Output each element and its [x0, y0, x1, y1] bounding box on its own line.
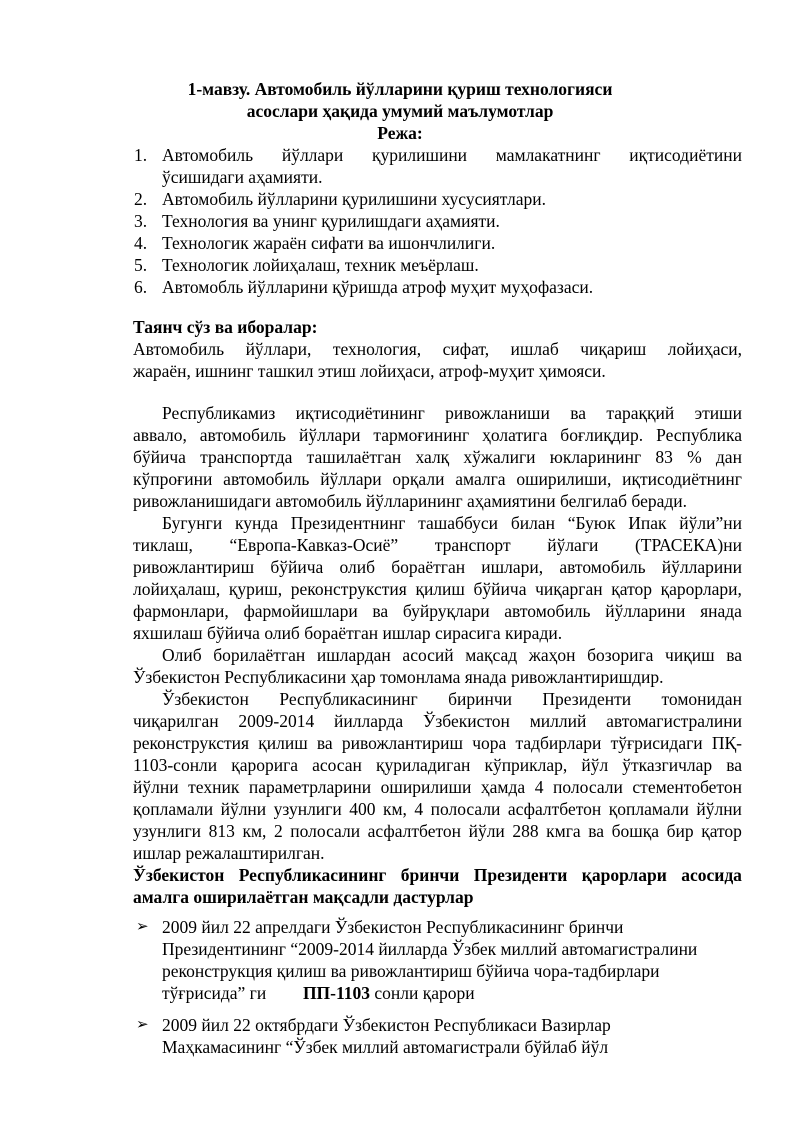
paragraph-line: Бугунги кунда Президентнинг ташаббуси билан “Буюк Ипак йўли”ни: [162, 513, 742, 533]
paragraph-line: чиқарилган 2009-2014 йилларда Ўзбекистон миллий автомагистралини: [133, 711, 742, 731]
paragraph-line: узунлиги 813 км, 2 полосали асфалтбетон йўли 288 кмга ва бошқа бир қатор: [133, 821, 742, 841]
paragraph-line: лойиҳалаш, қуриш, реконструкстия қилиш бўйича чиқарган қатор қарорлари,: [133, 579, 742, 599]
plan-item-4: Технологик жараён сифати ва ишончлилиги.: [162, 233, 496, 253]
paragraph-line: яхшилаш бўйича олиб бораётган ишлар сирасига киради.: [133, 623, 563, 643]
program-item-1-line-4: [162, 982, 475, 1004]
paragraph-line: ривожланишидаги автомобиль йўлларининг аҳамиятини белгилаб беради.: [133, 491, 688, 511]
plan-item-1-line-2: ўсишидаги аҳамияти.: [162, 167, 323, 187]
paragraph-line: Ўзбекистон Республикасининг биринчи Президенти томонидан: [162, 689, 742, 709]
paragraph-line: ривожлантириш бўйича олиб бораётган ишлари, автомобиль йўлларини: [133, 557, 742, 577]
paragraph-line: қопламали йўлни узунлиги 400 км, 4 полосали асфалтбетон қопламали йўлни: [133, 799, 742, 819]
plan-item-3: Технология ва унинг қурилишдаги аҳамияти.: [162, 211, 500, 231]
program-item-2-line-2: Маҳкамасининг “Ўзбек миллий автомагистрали бўйлаб йўл: [162, 1037, 609, 1057]
paragraph-line: кўпроғини автомобиль йўллари орқали амалга оширилиши, иқтисодиётнинг: [133, 469, 742, 489]
paragraph-line: аввало, автомобиль йўллари тармоғининг ҳолатига боғлиқдир. Республика: [133, 425, 742, 445]
arrow-bullet-icon: ➢: [136, 919, 149, 935]
keywords-line-1: Автомобиль йўллари, технология, сифат, ишлаб чиқариш лойиҳаси,: [133, 339, 742, 359]
paragraph-line: Ўзбекистон Республикасини ҳар томонлама янада ривожлантиришдир.: [133, 667, 664, 687]
paragraph-line: реконструкстия қилиш ва ривожлантириш чора тадбирлари тўғрисидаги ПҚ-: [133, 733, 742, 753]
document-title-line-1: 1-мавзу. Автомобиль йўлларини қуриш технологияси: [187, 79, 613, 99]
program-item-1-line-3: реконструкция қилиш ва ривожлантириш бўйича чора-тадбирлари: [162, 961, 660, 981]
program-item-1-line-2: Президентининг “2009-2014 йилларда Ўзбек миллий автомагистралини: [162, 939, 698, 959]
plan-item-number: 5.: [134, 255, 148, 275]
program-item-1-text-c: сонли қарори: [374, 983, 475, 1003]
program-item-1-line-1: 2009 йил 22 апрелдаги Ўзбекистон Республикасининг бринчи: [162, 917, 624, 937]
plan-item-1-line-1: Автомобиль йўллари қурилишини мамлакатнинг иқтисодиётини: [162, 145, 742, 165]
paragraph-line: Республикамиз иқтисодиётининг ривожланиши ва тараққий этиши: [162, 403, 742, 423]
decree-number: ПП-1103: [302, 983, 371, 1003]
document-title-line-2: асослари ҳақида умумий маълумотлар: [246, 101, 554, 121]
paragraph-line: бўйича транспортда ташилаётган халқ хўжалиги юкларининг 83 % дан: [133, 447, 742, 467]
program-item-1-text-a: тўғрисида” ги: [162, 983, 267, 1003]
paragraph-line: 1103-сонли қарорига асосан қуриладиган кўприклар, йўл ўтказгичлар ва: [133, 755, 742, 775]
plan-item-number: 4.: [134, 233, 148, 253]
keywords-heading: Таянч сўз ва иборалар:: [133, 317, 318, 337]
arrow-bullet-icon: ➢: [136, 1017, 149, 1033]
plan-item-number: 1.: [134, 145, 148, 165]
plan-heading: Режа:: [377, 123, 423, 143]
plan-item-5: Технологик лойиҳалаш, техник меъёрлаш.: [162, 255, 479, 275]
paragraph-line: йўлни техник параметрларини оширилиши ҳамда 4 полосали стементобетон: [133, 777, 742, 797]
keywords-line-2: жараён, ишнинг ташкил этиш лойиҳаси, атроф-муҳит ҳимояси.: [133, 361, 606, 381]
plan-item-2: Автомобиль йўлларини қурилишини хусусиятлари.: [162, 189, 546, 209]
plan-item-6: Автомобль йўлларини қўришда атроф муҳит муҳофазаси.: [162, 277, 594, 297]
plan-item-number: 3.: [134, 211, 148, 231]
paragraph-line: Олиб борилаётган ишлардан асосий мақсад жаҳон бозорига чиқиш ва: [162, 645, 742, 665]
paragraph-line: тиклаш, “Европа-Кавказ-Осиё” транспорт йўлаги (ТРАСЕКА)ни: [133, 535, 742, 555]
paragraph-line: фармонлари, фармойишлари ва буйруқлари автомобиль йўлларини янада: [133, 601, 742, 621]
programs-heading-line-2: амалга оширилаётган мақсадли дастурлар: [133, 887, 474, 907]
plan-item-number: 2.: [134, 189, 148, 209]
plan-item-number: 6.: [134, 277, 148, 297]
program-item-2-line-1: 2009 йил 22 октябрдаги Ўзбекистон Республикаси Вазирлар: [162, 1015, 611, 1035]
paragraph-line: ишлар режалаштирилган.: [133, 843, 325, 863]
programs-heading-line-1: Ўзбекистон Республикасининг бринчи Президенти қарорлари асосида: [133, 865, 742, 885]
